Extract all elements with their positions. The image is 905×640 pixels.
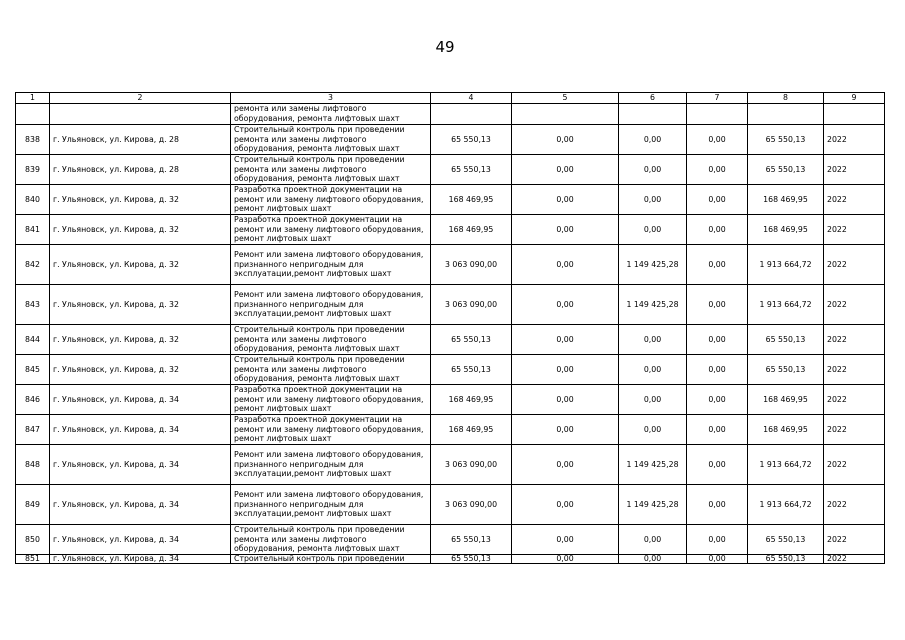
row-number-cell: 844 [16,325,50,355]
value-cell: 3 063 090,00 [431,245,512,285]
value-cell: 0,00 [512,155,619,185]
row-number-cell: 841 [16,215,50,245]
value-cell: 65 550,13 [748,355,824,385]
value-cell: 0,00 [619,215,687,245]
table-row [16,125,885,155]
table-cell [50,104,231,125]
value-cell: 3 063 090,00 [431,445,512,485]
year-cell: 2022 [824,385,885,415]
value-cell: 3 063 090,00 [431,285,512,325]
value-cell: 0,00 [512,185,619,215]
table-row [16,285,885,325]
table-cell [619,104,687,125]
row-number-cell: 848 [16,445,50,485]
value-cell: 65 550,13 [431,325,512,355]
table-row [16,215,885,245]
year-cell: 2022 [824,185,885,215]
value-cell: 0,00 [687,285,748,325]
column-header: 2 [50,93,231,104]
value-cell: 0,00 [512,385,619,415]
value-cell: 0,00 [512,215,619,245]
value-cell: 65 550,13 [748,155,824,185]
work-description-cell: Строительный контроль при проведении ремонта или замены лифтового оборудования, ремонта лифтовых шахт [231,355,431,385]
address-cell: г. Ульяновск, ул. Кирова, д. 28 [50,155,231,185]
value-cell: 0,00 [619,185,687,215]
year-cell: 2022 [824,325,885,355]
continuation-row [16,104,885,125]
address-cell: г. Ульяновск, ул. Кирова, д. 32 [50,215,231,245]
value-cell: 0,00 [512,415,619,445]
value-cell: 0,00 [619,125,687,155]
address-cell: г. Ульяновск, ул. Кирова, д. 34 [50,445,231,485]
table-row [16,445,885,485]
value-cell: 168 469,95 [748,185,824,215]
value-cell: 0,00 [687,355,748,385]
year-cell: 2022 [824,125,885,155]
work-description-cell: Строительный контроль при проведении ремонта или замены лифтового оборудования, ремонта лифтовых шахт [231,325,431,355]
table-row [16,525,885,555]
value-cell: 168 469,95 [431,415,512,445]
value-cell: 168 469,95 [748,215,824,245]
value-cell: 0,00 [687,525,748,555]
value-cell: 0,00 [512,525,619,555]
table-row [16,485,885,525]
value-cell: 1 149 425,28 [619,245,687,285]
value-cell: 0,00 [512,285,619,325]
value-cell: 65 550,13 [431,355,512,385]
column-header: 4 [431,93,512,104]
year-cell: 2022 [824,415,885,445]
value-cell: 0,00 [512,245,619,285]
page-number: 49 [435,38,455,56]
column-header: 5 [512,93,619,104]
row-number-cell: 846 [16,385,50,415]
value-cell: 1 913 664,72 [748,245,824,285]
address-cell: г. Ульяновск, ул. Кирова, д. 34 [50,555,231,564]
work-description-cell: Строительный контроль при проведении [231,555,431,564]
registry-table [15,92,885,564]
work-description-cell: Ремонт или замена лифтового оборудования, признанного непригодным для эксплуатации,ремонт лифтовых шахт [231,285,431,325]
column-header: 9 [824,93,885,104]
table-cell [824,104,885,125]
value-cell: 0,00 [512,125,619,155]
year-cell: 2022 [824,445,885,485]
value-cell: 0,00 [619,325,687,355]
value-cell: 0,00 [687,215,748,245]
row-number-cell: 838 [16,125,50,155]
value-cell: 0,00 [687,485,748,525]
value-cell: 0,00 [687,385,748,415]
address-cell: г. Ульяновск, ул. Кирова, д. 32 [50,285,231,325]
value-cell: 1 913 664,72 [748,485,824,525]
year-cell: 2022 [824,525,885,555]
row-number-cell: 839 [16,155,50,185]
address-cell: г. Ульяновск, ул. Кирова, д. 32 [50,185,231,215]
year-cell: 2022 [824,285,885,325]
value-cell: 65 550,13 [748,525,824,555]
value-cell: 0,00 [687,185,748,215]
value-cell: 0,00 [512,555,619,564]
work-description-cell: Ремонт или замена лифтового оборудования, признанного непригодным для эксплуатации,ремонт лифтовых шахт [231,245,431,285]
value-cell: 65 550,13 [748,555,824,564]
value-cell: 0,00 [512,485,619,525]
value-cell: 0,00 [512,445,619,485]
row-number-cell: 850 [16,525,50,555]
table-cell [431,104,512,125]
address-cell: г. Ульяновск, ул. Кирова, д. 28 [50,125,231,155]
table-row [16,155,885,185]
table-cell [687,104,748,125]
value-cell: 168 469,95 [431,185,512,215]
value-cell: 65 550,13 [748,125,824,155]
value-cell: 168 469,95 [431,385,512,415]
work-description-cell: Разработка проектной документации на ремонт или замену лифтового оборудования, ремонт лифтовых шахт [231,385,431,415]
value-cell: 1 913 664,72 [748,445,824,485]
work-description-cell: ремонта или замены лифтового оборудования, ремонта лифтовых шахт [231,104,431,125]
year-cell: 2022 [824,485,885,525]
value-cell: 0,00 [619,525,687,555]
value-cell: 168 469,95 [748,415,824,445]
value-cell: 65 550,13 [748,325,824,355]
table-cell [748,104,824,125]
table-row [16,355,885,385]
work-description-cell: Строительный контроль при проведении ремонта или замены лифтового оборудования, ремонта лифтовых шахт [231,155,431,185]
row-number-cell: 845 [16,355,50,385]
value-cell: 0,00 [687,155,748,185]
work-description-cell: Строительный контроль при проведении ремонта или замены лифтового оборудования, ремонта лифтовых шахт [231,125,431,155]
table-row [16,385,885,415]
value-cell: 0,00 [687,445,748,485]
address-cell: г. Ульяновск, ул. Кирова, д. 32 [50,245,231,285]
table-cell [512,104,619,125]
work-description-cell: Ремонт или замена лифтового оборудования, признанного непригодным для эксплуатации,ремонт лифтовых шахт [231,485,431,525]
row-number-cell: 843 [16,285,50,325]
value-cell: 0,00 [619,355,687,385]
table-row [16,555,885,564]
table-row [16,245,885,285]
value-cell: 0,00 [512,325,619,355]
value-cell: 0,00 [619,385,687,415]
value-cell: 0,00 [687,325,748,355]
value-cell: 65 550,13 [431,125,512,155]
value-cell: 0,00 [687,415,748,445]
value-cell: 1 149 425,28 [619,285,687,325]
table-cell [16,104,50,125]
work-description-cell: Разработка проектной документации на ремонт или замену лифтового оборудования, ремонт лифтовых шахт [231,215,431,245]
value-cell: 0,00 [619,555,687,564]
value-cell: 65 550,13 [431,555,512,564]
address-cell: г. Ульяновск, ул. Кирова, д. 32 [50,325,231,355]
value-cell: 168 469,95 [748,385,824,415]
value-cell: 0,00 [687,125,748,155]
year-cell: 2022 [824,555,885,564]
value-cell: 168 469,95 [431,215,512,245]
work-description-cell: Разработка проектной документации на ремонт или замену лифтового оборудования, ремонт лифтовых шахт [231,415,431,445]
row-number-cell: 847 [16,415,50,445]
value-cell: 0,00 [687,555,748,564]
value-cell: 65 550,13 [431,525,512,555]
work-description-cell: Ремонт или замена лифтового оборудования, признанного непригодным для эксплуатации,ремонт лифтовых шахт [231,445,431,485]
value-cell: 0,00 [619,415,687,445]
value-cell: 3 063 090,00 [431,485,512,525]
address-cell: г. Ульяновск, ул. Кирова, д. 34 [50,525,231,555]
address-cell: г. Ульяновск, ул. Кирова, д. 34 [50,485,231,525]
value-cell: 0,00 [687,245,748,285]
row-number-cell: 842 [16,245,50,285]
table-row [16,415,885,445]
year-cell: 2022 [824,155,885,185]
table-row [16,185,885,215]
value-cell: 1 149 425,28 [619,485,687,525]
work-description-cell: Строительный контроль при проведении ремонта или замены лифтового оборудования, ремонта лифтовых шахт [231,525,431,555]
row-number-cell: 840 [16,185,50,215]
header-row [16,93,885,104]
row-number-cell: 851 [16,555,50,564]
value-cell: 0,00 [512,355,619,385]
column-header: 6 [619,93,687,104]
address-cell: г. Ульяновск, ул. Кирова, д. 34 [50,385,231,415]
address-cell: г. Ульяновск, ул. Кирова, д. 34 [50,415,231,445]
column-header: 1 [16,93,50,104]
year-cell: 2022 [824,215,885,245]
row-number-cell: 849 [16,485,50,525]
value-cell: 1 149 425,28 [619,445,687,485]
table-row [16,325,885,355]
value-cell: 0,00 [619,155,687,185]
year-cell: 2022 [824,245,885,285]
value-cell: 65 550,13 [431,155,512,185]
year-cell: 2022 [824,355,885,385]
column-header: 8 [748,93,824,104]
address-cell: г. Ульяновск, ул. Кирова, д. 32 [50,355,231,385]
work-description-cell: Разработка проектной документации на ремонт или замену лифтового оборудования, ремонт лифтовых шахт [231,185,431,215]
column-header: 7 [687,93,748,104]
value-cell: 1 913 664,72 [748,285,824,325]
column-header: 3 [231,93,431,104]
